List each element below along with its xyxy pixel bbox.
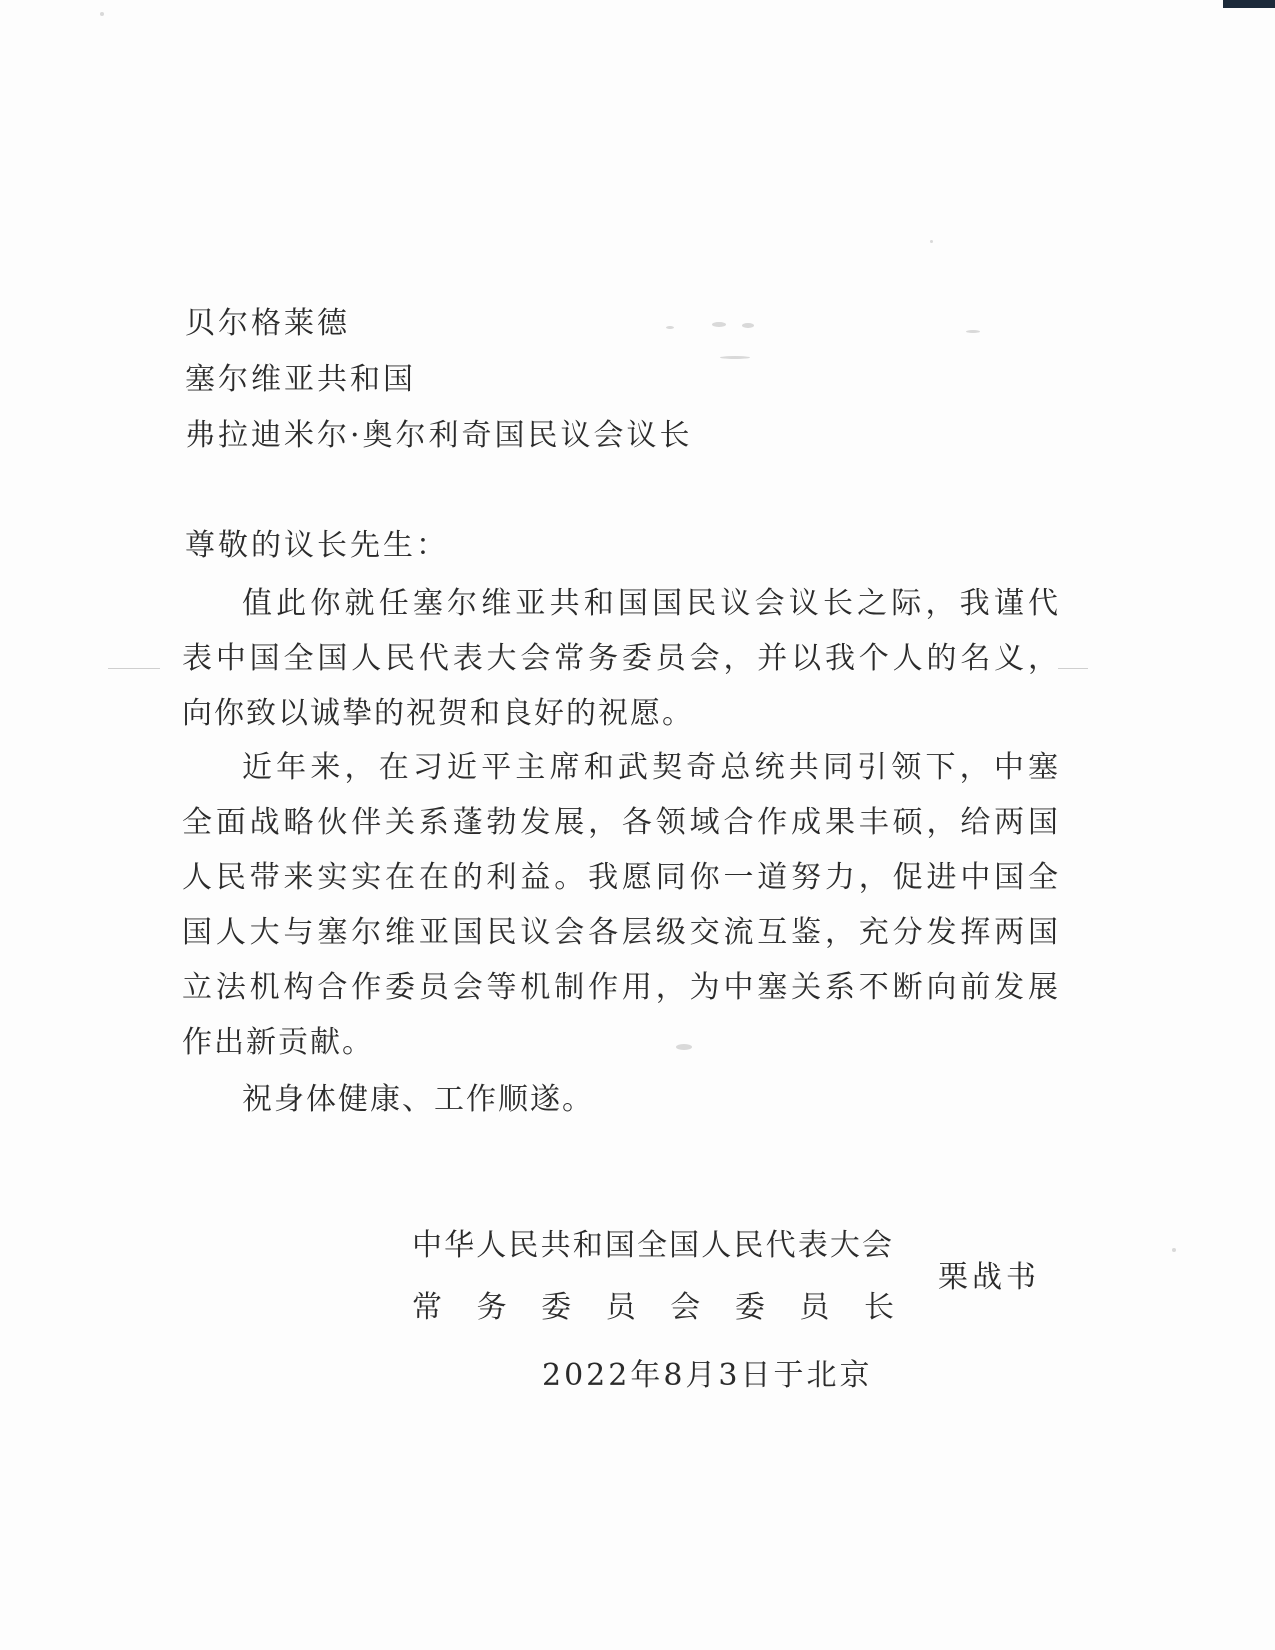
scan-speck <box>742 323 754 328</box>
scan-speck <box>666 326 674 329</box>
paragraph-line: 立法机构合作委员会等机制作用，为中塞关系不断向前发展 <box>182 970 1060 1005</box>
scan-speck <box>930 240 933 243</box>
signature-signer: 栗战书 <box>938 1260 1040 1295</box>
paragraph-line: 全面战略伙伴关系蓬勃发展，各领域合作成果丰硕，给两国 <box>182 805 1060 840</box>
recipient-city: 贝尔格莱德 <box>185 306 350 341</box>
paragraph-line: 人民带来实实在在的利益。我愿同你一道努力，促进中国全 <box>182 860 1060 895</box>
scan-speck <box>720 356 750 359</box>
paragraph-line: 表中国全国人民代表大会常务委员会，并以我个人的名义， <box>182 641 1060 676</box>
signature-org-line2: 常务委员会委员长 <box>412 1290 894 1325</box>
signature-date: 2022年8月3日于北京 <box>542 1358 873 1393</box>
scan-edge-mark <box>1223 0 1275 8</box>
paragraph-line: 国人大与塞尔维亚国民议会各层级交流互鉴，充分发挥两国 <box>182 915 1060 950</box>
closing-wish: 祝身体健康、工作顺遂。 <box>242 1082 594 1117</box>
scan-speck <box>966 330 980 333</box>
recipient-country: 塞尔维亚共和国 <box>185 362 416 397</box>
scan-speck <box>100 12 104 16</box>
recipient-name-title: 弗拉迪米尔·奥尔利奇国民议会议长 <box>185 418 693 453</box>
paragraph-line: 值此你就任塞尔维亚共和国国民议会议长之际，我谨代 <box>242 586 1060 621</box>
paragraph-line: 近年来，在习近平主席和武契奇总统共同引领下，中塞 <box>242 750 1060 785</box>
paragraph-line: 向你致以诚挚的祝贺和良好的祝愿。 <box>182 696 694 731</box>
scan-speck <box>1172 1248 1176 1252</box>
paragraph-line: 作出新贡献。 <box>182 1025 374 1060</box>
signature-org-line1: 中华人民共和国全国人民代表大会 <box>412 1228 894 1263</box>
scan-speck <box>712 322 726 327</box>
salutation: 尊敬的议长先生： <box>185 528 449 563</box>
scan-fold-mark-left <box>108 668 160 669</box>
scan-fold-mark-right <box>1058 668 1088 669</box>
